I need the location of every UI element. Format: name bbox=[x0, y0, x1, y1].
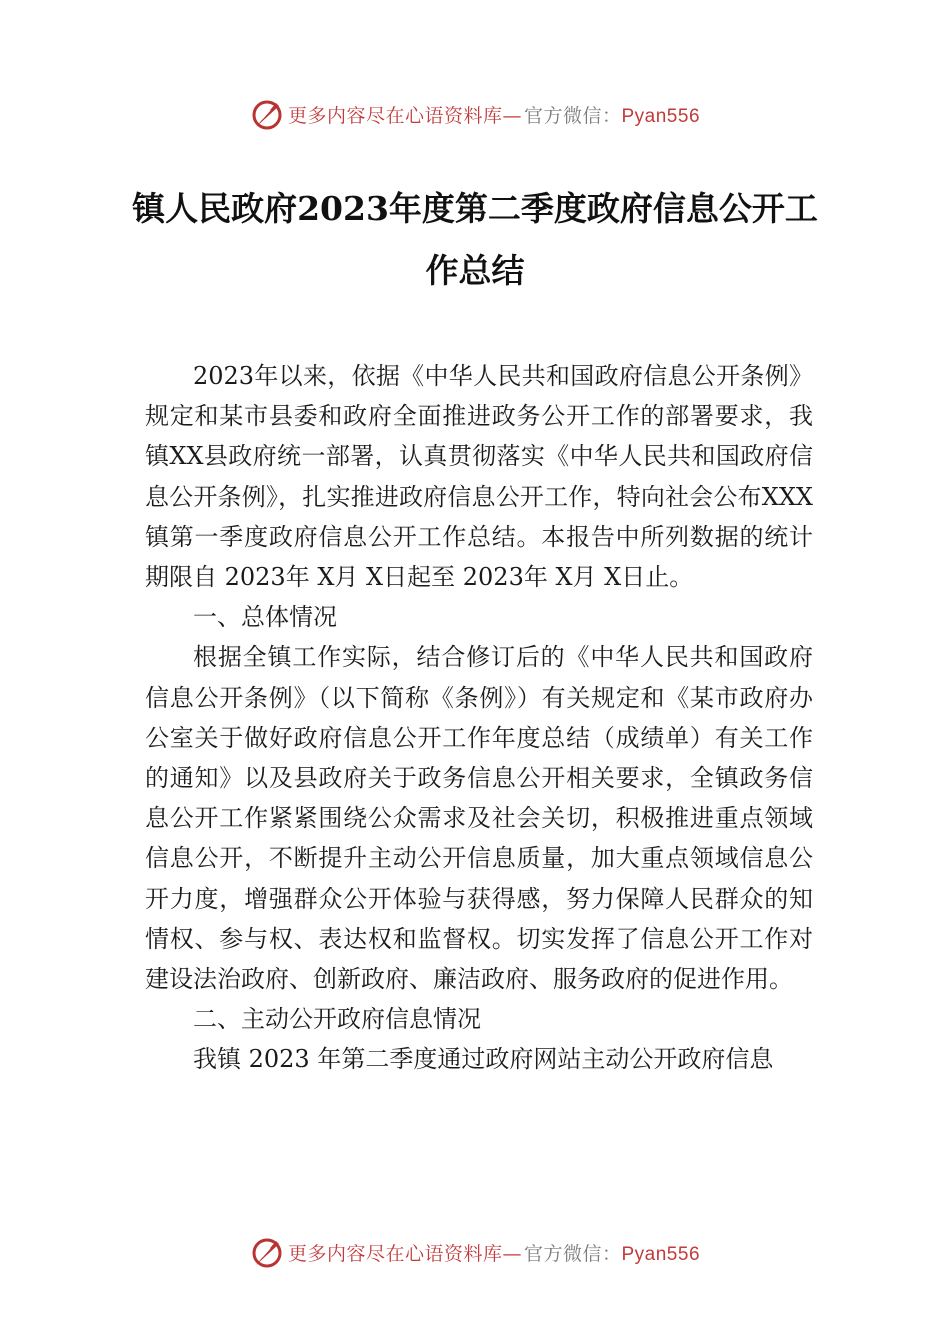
quill-logo-icon bbox=[250, 97, 284, 131]
banner-account: Pyan556 bbox=[621, 105, 701, 127]
section-heading-overall: 一、总体情况 bbox=[193, 603, 337, 632]
banner-dash: — bbox=[502, 1242, 522, 1265]
banner-text bbox=[288, 1239, 700, 1266]
header-banner bbox=[0, 94, 950, 134]
paragraph-overall: 根据全镇工作实际，结合修订后的《中华人民共和国政府信息公开条例》（以下简称《条例》）有关规定和《某市政府办公室关于做好政府信息公开工作年度总结（成绩单）有关工作的通知》以及县政府关于政务信息公开相关要求，全镇政务信息公开工作紧紧围绕公众需求及社会关切，积极推进重点领域信息公开，不断提升主动公开信息质量，加大重点领域信息公开力度，增强群众公开体验与获得感，努力保障人民群众的知情权、参与权、表达权和监督权。切实发挥了信息公开工作对建设法治政府、创新政府、廉洁政府、服务政府的促进作用。 bbox=[145, 643, 813, 994]
banner-wechat-label: 官方微信： bbox=[523, 1242, 622, 1265]
banner-account: Pyan556 bbox=[621, 1243, 701, 1265]
banner-dash: — bbox=[502, 104, 522, 127]
document-body bbox=[145, 356, 813, 1080]
quill-logo-icon bbox=[250, 1235, 284, 1269]
banner-main-text: 更多内容尽在心语资料库 bbox=[287, 1242, 503, 1265]
paragraph-proactive: 我镇 2023 年第二季度通过政府网站主动公开政府信息 bbox=[193, 1045, 774, 1074]
banner-main-text: 更多内容尽在心语资料库 bbox=[287, 104, 503, 127]
banner-text bbox=[288, 101, 700, 128]
paragraph-intro: 2023年以来，依据《中华人民共和国政府信息公开条例》规定和某市县委和政府全面推进政务公开工作的部署要求，我镇XX县政府统一部署，认真贯彻落实《中华人民共和国政府信息公开条例》，扎实推进政府信息公开工作，特向社会公布XXX镇第一季度政府信息公开工作总结。本报告中所列数据的统计期限自 2023年 X月 X日起至 2023年 X月 X日止。 bbox=[145, 362, 813, 592]
banner-wechat-label: 官方微信： bbox=[523, 104, 622, 127]
section-heading-proactive: 二、主动公开政府信息情况 bbox=[193, 1005, 481, 1034]
document-title: 镇人民政府2023年度第二季度政府信息公开工作总结 bbox=[132, 189, 818, 290]
footer-banner bbox=[0, 1232, 950, 1272]
